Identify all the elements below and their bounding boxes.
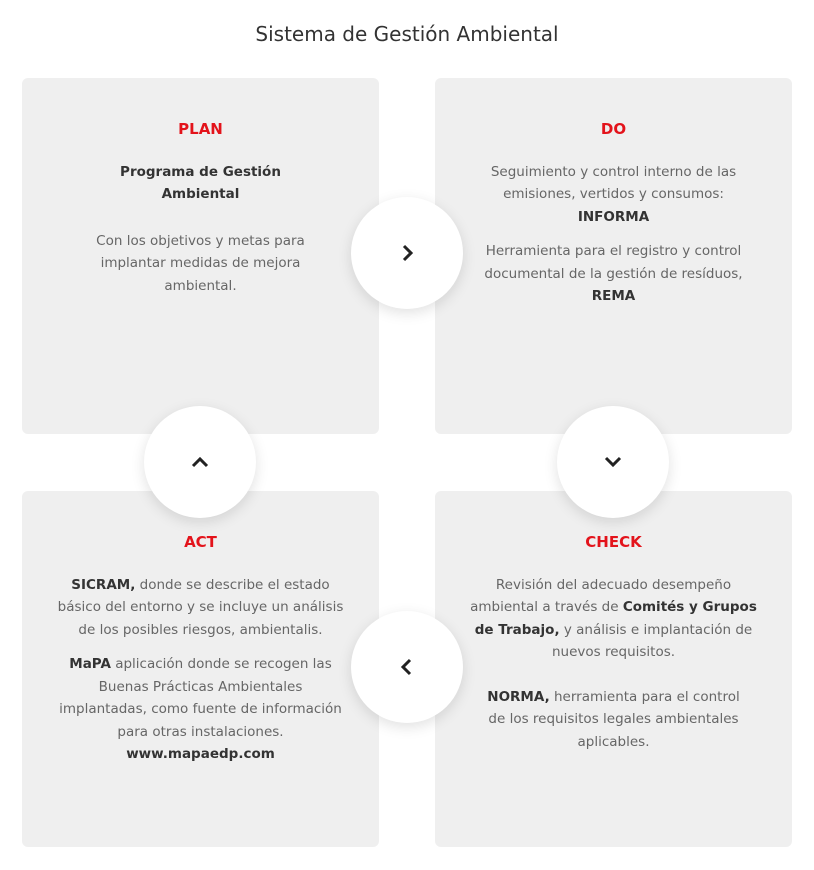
next-button[interactable]	[351, 197, 463, 309]
plan-card	[22, 78, 379, 434]
rema-label: REMA	[591, 288, 636, 304]
do-p1-text: Seguimiento y control interno de las emisiones, vertidos y consumos:	[490, 163, 737, 202]
check-p2	[463, 686, 764, 754]
check-heading: CHECK	[585, 533, 642, 551]
check-p2-text: herramienta para el control de los requisitos legales ambientales aplicables.	[488, 688, 740, 750]
do-p2-text: Herramienta para el registro y control documental de la gestión de resíduos,	[484, 243, 743, 282]
mapa-link[interactable]: www.mapaedp.com	[126, 746, 275, 762]
act-p2-text: aplicación donde se recogen las Buenas Prácticas Ambientales implantadas, como fuente de información para otras instalaciones.	[59, 656, 342, 740]
plan-subtitle: Programa de Gestión Ambiental	[120, 163, 281, 202]
chevron-down-icon	[603, 452, 623, 472]
do-heading: DO	[600, 120, 627, 138]
chevron-up-icon	[190, 452, 210, 472]
do-card	[435, 78, 792, 434]
act-p2	[50, 653, 351, 743]
act-p1-text: donde se describe el estado básico del entorno y se incluye un análisis de los posibles riesgos, ambientalis.	[57, 576, 344, 638]
act-p1	[50, 574, 351, 642]
check-p1	[463, 574, 764, 664]
back-button[interactable]	[351, 611, 463, 723]
check-p1-end: y análisis e implantación de nuevos requisitos.	[551, 621, 753, 660]
down-button[interactable]	[557, 406, 669, 518]
check-card	[435, 491, 792, 847]
plan-text: Con los objetivos y metas para implantar medidas de mejora ambiental.	[96, 232, 305, 294]
act-heading: ACT	[184, 533, 217, 551]
act-card	[22, 491, 379, 847]
do-p1	[463, 161, 764, 229]
chevron-right-icon	[397, 243, 417, 263]
norma-label: NORMA,	[487, 688, 550, 705]
mapa-label: MaPA	[69, 656, 111, 672]
page-title: Sistema de Gestión Ambiental	[255, 22, 559, 46]
informa-label: INFORMA	[577, 208, 650, 225]
up-button[interactable]	[144, 406, 256, 518]
check-p1-text: Revisión del adecuado desempeño ambiental a través de	[470, 576, 732, 615]
plan-heading: PLAN	[178, 120, 223, 138]
comites-label: Comités y Grupos de Trabajo,	[474, 599, 757, 638]
chevron-left-icon	[397, 657, 417, 677]
sicram-label: SICRAM,	[71, 576, 136, 593]
do-p2	[463, 240, 764, 308]
